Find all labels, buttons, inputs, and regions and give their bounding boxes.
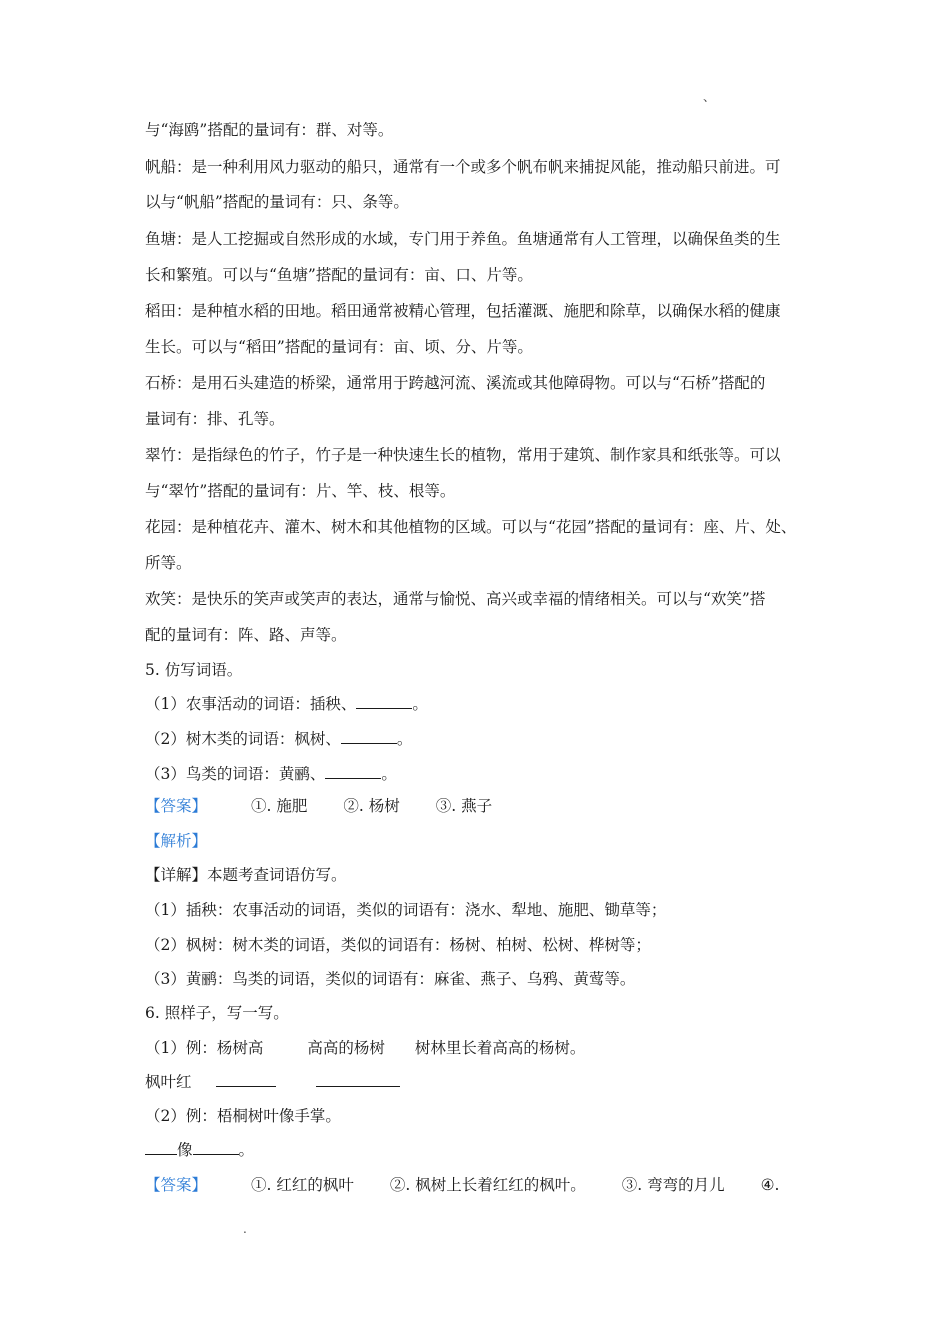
fill-blank[interactable] (145, 1140, 177, 1155)
paragraph-line: 生长。可以与“稻田”搭配的量词有：亩、顷、分、片等。 (145, 338, 533, 356)
paragraph-line: 稻田：是种植水稻的田地。稻田通常被精心管理，包括灌溉、施肥和除草，以确保水稻的健康 (145, 302, 781, 320)
fill-blank[interactable] (356, 694, 412, 709)
answer-item: ④. (760, 1176, 780, 1194)
paragraph-line: 长和繁殖。可以与“鱼塘”搭配的量词有：亩、口、片等。 (145, 266, 533, 284)
paragraph-line: 与“海鸥”搭配的量词有：群、对等。 (145, 121, 394, 139)
answer-item: ③. 燕子 (435, 797, 493, 815)
answer-item: ①. 施肥 (251, 797, 308, 815)
paragraph-line: 欢笑：是快乐的笑声或笑声的表达，通常与愉悦、高兴或幸福的情绪相关。可以与“欢笑”搭 (145, 590, 766, 608)
fill-blank[interactable] (325, 764, 381, 779)
question-5-item-2: （2）树木类的词语：枫树、 。 (145, 730, 413, 748)
question-5-item-3: （3）鸟类的词语：黄鹂、 。 (145, 765, 397, 783)
fill-blank[interactable] (216, 1072, 276, 1087)
explanation-line: （2）枫树：树木类的词语，类似的词语有：杨树、柏树、松树、桦树等； (145, 936, 651, 954)
answer-item: ①. 红红的枫叶 (251, 1176, 354, 1194)
answer-item: ②. 杨树 (343, 797, 400, 815)
fill-blank[interactable] (193, 1140, 239, 1155)
question-6-example-2: （2）例：梧桐树叶像手掌。 (145, 1107, 341, 1125)
answer-item: ③. 弯弯的月儿 (621, 1176, 725, 1194)
answer-tag: 【答案】 (145, 797, 208, 815)
analysis-tag: 【解析】 (145, 832, 208, 850)
paragraph-line: 鱼塘：是人工挖掘或自然形成的水域，专门用于养鱼。鱼塘通常有人工管理，以确保鱼类的生 (145, 230, 781, 248)
fill-blank[interactable] (341, 729, 397, 744)
paragraph-line: 翠竹：是指绿色的竹子，竹子是一种快速生长的植物，常用于建筑、制作家具和纸张等。可以 (145, 446, 781, 464)
paragraph-line: 配的量词有：阵、路、声等。 (145, 626, 347, 644)
question-6-prompt-1: 枫叶红 (145, 1072, 825, 1092)
paragraph-line: 石桥：是用石头建造的桥梁，通常用于跨越河流、溪流或其他障碍物。可以与“石桥”搭配的 (145, 374, 766, 392)
question-6-prompt-2: 像 。 (145, 1140, 825, 1160)
question-6-title: 6. 照样子，写一写。 (145, 1004, 289, 1022)
question-5-answer (145, 796, 825, 816)
paragraph-line: 以与“帆船”搭配的量词有：只、条等。 (145, 193, 409, 211)
paragraph-line: 所等。 (145, 554, 192, 572)
fill-blank[interactable] (316, 1072, 400, 1087)
paragraph-line: 量词有：排、孔等。 (145, 410, 285, 428)
paragraph-line: 与“翠竹”搭配的量词有：片、竿、枝、根等。 (145, 482, 456, 500)
paragraph-line: 花园：是种植花卉、灌木、树木和其他植物的区域。可以与“花园”搭配的量词有：座、片、处、 (145, 518, 797, 536)
question-6-example-1: （1）例：杨树高 高高的杨树 树林里长着高高的杨树。 (145, 1039, 586, 1057)
question-6-answer (145, 1175, 825, 1195)
explanation-line: （1）插秧：农事活动的词语，类似的词语有：浇水、犁地、施肥、锄草等； (145, 901, 667, 919)
explanation-line: （3）黄鹂：鸟类的词语，类似的词语有：麻雀、燕子、乌鸦、黄莺等。 (145, 970, 636, 988)
page-mark-top: 、 (703, 90, 716, 104)
detail-tag: 【详解】 (145, 866, 208, 884)
question-5-title: 5. 仿写词语。 (145, 661, 243, 679)
paragraph-line: 帆船：是一种利用风力驱动的船只，通常有一个或多个帆布帆来捕捉风能，推动船只前进。可 (145, 158, 781, 176)
detail-line: 【详解】本题考查词语仿写。 (145, 866, 347, 884)
answer-item: ②. 枫树上长着红红的枫叶。 (389, 1176, 586, 1194)
page-mark-bottom: . (243, 1222, 247, 1236)
question-5-item-1: （1）农事活动的词语：插秧、 。 (145, 695, 428, 713)
answer-tag: 【答案】 (145, 1176, 208, 1194)
